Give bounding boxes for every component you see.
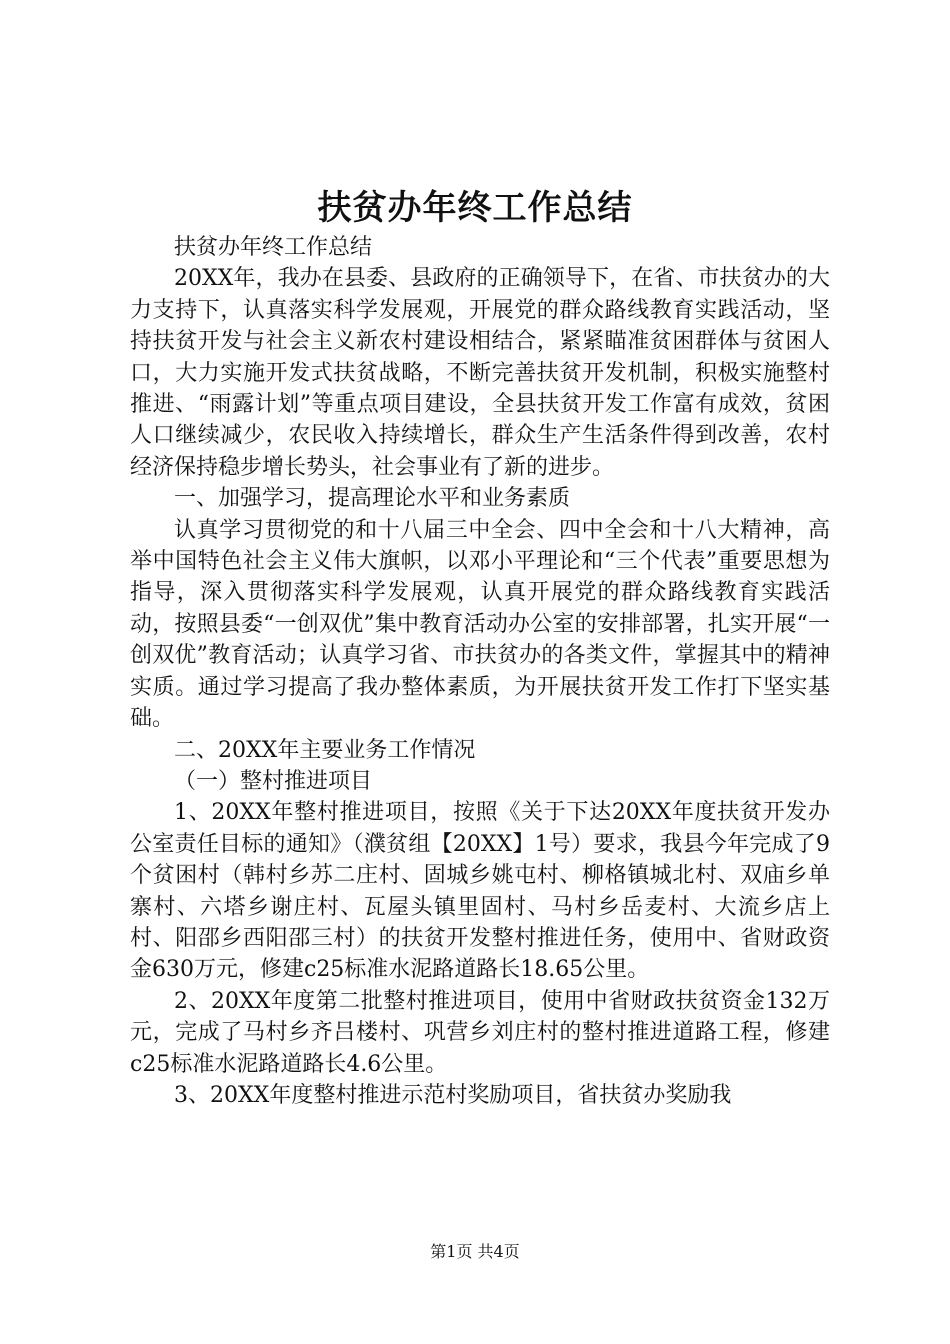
study-paragraph: 认真学习贯彻党的和十八届三中全会、四中全会和十八大精神，高举中国特色社会主义伟大旗帜，以邓小平理论和“三个代表”重要思想为指导，深入贯彻落实科学发展观，认真开展党的群众路线教育实践活动，按照县委“一创双优”集中教育活动办公室的安排部署，扎实开展“一创双优”教育活动；认真学习省、市扶贫办的各类文件，掌握其中的精神实质。通过学习提高了我办整体素质，为开展扶贫开发工作打下坚实基础。 [130,517,830,732]
project-paragraph-1: 1、20XX年整村推进项目，按照《关于下达20XX年度扶贫开发办公室责任目标的通知》（濮贫组【20XX】1号）要求，我县今年完成了9个贫困村（韩村乡苏二庄村、固城乡姚屯村、柳格镇城北村、双庙乡单寨村、六塔乡谢庄村、瓦屋头镇里固村、马村乡岳麦村、大流乡店上村、阳邵乡西阳邵三村）的扶贫开发整村推进任务，使用中、省财政资金630万元，修建c25标准水泥路道路长18.65公里。 [130,800,830,983]
project-paragraph-2: 2、20XX年度第二批整村推进项目，使用中省财政扶贫资金132万元，完成了马村乡齐吕楼村、巩营乡刘庄村的整村推进道路工程，修建c25标准水泥路道路长4.6公里。 [130,988,830,1077]
subsection-heading-1: （一）整村推进项目 [174,768,373,794]
subtitle-paragraph: 扶贫办年终工作总结 [174,235,373,260]
document-body [130,232,830,1111]
section-heading-2: 二、20XX年主要业务工作情况 [174,737,476,763]
intro-paragraph: 20XX年，我办在县委、县政府的正确领导下，在省、市扶贫办的大力支持下，认真落实科学发展观，开展党的群众路线教育实践活动，坚持扶贫开发与社会主义新农村建设相结合，紧紧瞄准贫困群体与贫困人口，大力实施开发式扶贫战略，不断完善扶贫开发机制，积极实施整村推进、“雨露计划”等重点项目建设，全县扶贫开发工作富有成效，贫困人口继续减少，农民收入持续增长，群众生产生活条件得到改善，农村经济保持稳步增长势头，社会事业有了新的进步。 [130,266,830,480]
page-footer: 第1页 共4页 [430,1242,520,1261]
document-title: 扶贫办年终工作总结 [317,188,633,228]
section-heading-1: 一、加强学习，提高理论水平和业务素质 [174,486,571,512]
project-paragraph-3: 3、20XX年度整村推进示范村奖励项目，省扶贫办奖励我 [174,1082,732,1108]
